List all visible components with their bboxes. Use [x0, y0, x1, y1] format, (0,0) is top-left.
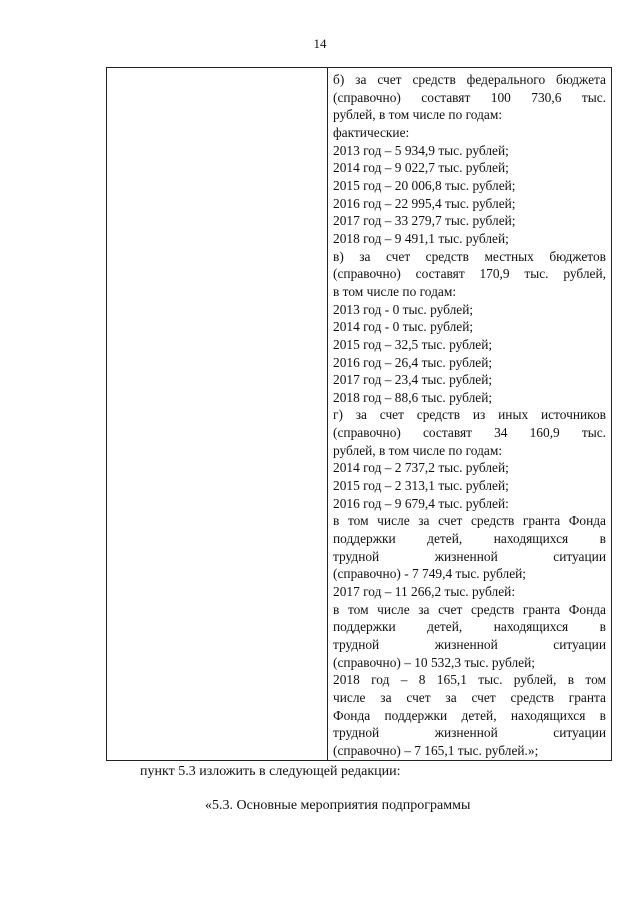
funding-line: 2015 год – 20 006,8 тыс. рублей;: [333, 177, 516, 193]
funding-line: 2017 год – 11 266,2 тыс. рублей:: [333, 584, 516, 600]
funding-line: фактические:: [333, 124, 410, 140]
funding-line: 2017 год – 33 279,7 тыс. рублей;: [333, 213, 516, 229]
funding-line: 2016 год – 22 995,4 тыс. рублей;: [333, 195, 516, 211]
funding-line: 2013 год – 5 934,9 тыс. рублей;: [333, 142, 509, 158]
funding-line: поддержки детей, находящихся в: [333, 619, 606, 635]
funding-line: 2013 год - 0 тыс. рублей;: [333, 301, 474, 317]
funding-line: трудной жизненной ситуации: [333, 548, 606, 564]
funding-line: (справочно) – 10 532,3 тыс. рублей;: [333, 654, 535, 670]
funding-table: [106, 67, 612, 761]
funding-line: 2016 год – 9 679,4 тыс. рублей:: [333, 495, 509, 511]
table-left-cell: [107, 68, 328, 761]
table-right-cell: [328, 68, 612, 761]
funding-line: 2014 год – 9 022,7 тыс. рублей;: [333, 160, 509, 176]
page-number: 14: [313, 36, 327, 51]
funding-line: 2018 год – 8 165,1 тыс. рублей, в том: [333, 672, 606, 688]
funding-line: трудной жизненной ситуации: [333, 725, 606, 741]
table-row: [107, 68, 612, 761]
funding-line: г) за счет средств из иных источников: [333, 407, 606, 423]
funding-line: (справочно) составят 34 160,9 тыс.: [333, 425, 606, 441]
funding-line: в том числе за счет средств гранта Фонда: [333, 601, 606, 617]
funding-line: рублей, в том числе по годам:: [333, 442, 503, 458]
funding-line: (справочно) составят 100 730,6 тыс.: [333, 89, 606, 105]
funding-line: 2017 год – 23,4 тыс. рублей;: [333, 372, 493, 388]
funding-line: 2018 год – 88,6 тыс. рублей;: [333, 389, 493, 405]
funding-line: 2015 год – 32,5 тыс. рублей;: [333, 336, 493, 352]
funding-line: в том числе за счет средств гранта Фонда: [333, 513, 606, 529]
funding-line: 2014 год – 2 737,2 тыс. рублей;: [333, 460, 509, 476]
funding-line: (справочно) составят 170,9 тыс. рублей,: [333, 266, 606, 282]
funding-line: (справочно) – 7 165,1 тыс. рублей.»;: [333, 742, 539, 758]
funding-line: 2016 год – 26,4 тыс. рублей;: [333, 354, 493, 370]
funding-line: (справочно) - 7 749,4 тыс. рублей;: [333, 566, 527, 582]
section-heading: «5.3. Основные мероприятия подпрограммы: [205, 798, 471, 813]
funding-line: 2015 год – 2 313,1 тыс. рублей;: [333, 478, 509, 494]
funding-line: 2018 год – 9 491,1 тыс. рублей;: [333, 230, 509, 246]
funding-line: рублей, в том числе по годам:: [333, 107, 503, 123]
funding-line: трудной жизненной ситуации: [333, 637, 606, 652]
funding-line: 2014 год - 0 тыс. рублей;: [333, 319, 474, 335]
funding-line: Фонда поддержки детей, находящихся в: [333, 707, 606, 723]
funding-text: [333, 71, 606, 760]
instruction-paragraph: пункт 5.3 изложить в следующей редакции:: [140, 764, 401, 779]
funding-line: б) за счет средств федерального бюджета: [333, 72, 606, 87]
funding-line: поддержки детей, находящихся в: [333, 531, 606, 547]
funding-line: в том числе по годам:: [333, 283, 457, 299]
funding-line: в) за счет средств местных бюджетов: [333, 248, 606, 264]
funding-line: числе за счет за счет средств гранта: [333, 689, 606, 705]
